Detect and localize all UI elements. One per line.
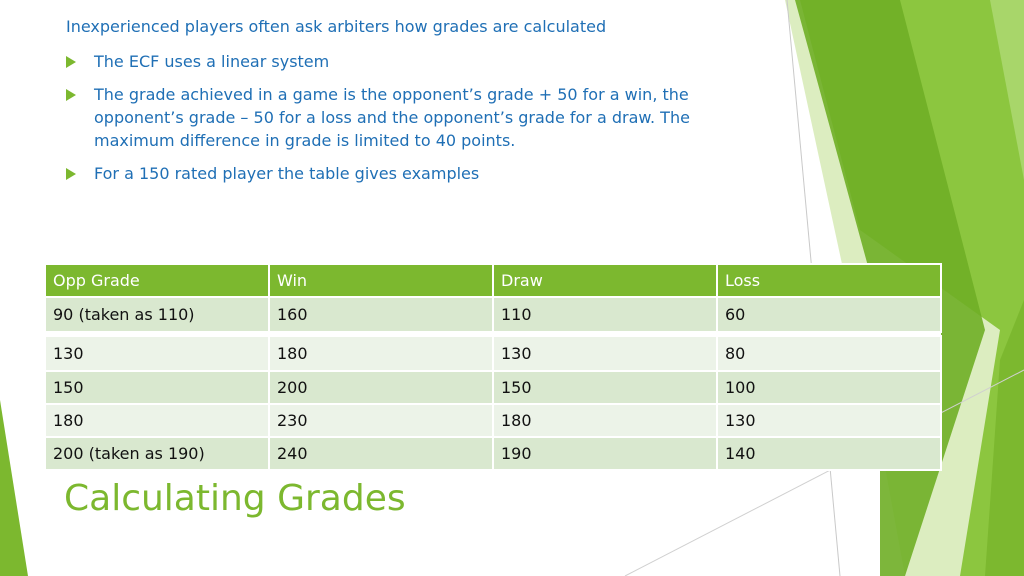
table-row xyxy=(45,336,941,371)
triangle-right-icon xyxy=(66,89,76,101)
bullet-item xyxy=(66,83,756,152)
bullet-text: The ECF uses a linear system xyxy=(94,52,330,71)
bullet-item xyxy=(66,162,756,185)
cell-opp-grade: 90 (taken as 110) xyxy=(45,297,269,332)
cell-loss: 100 xyxy=(717,371,941,404)
cell-opp-grade: 130 xyxy=(45,336,269,371)
cell-loss: 130 xyxy=(717,404,941,437)
triangle-right-icon xyxy=(66,168,76,180)
cell-opp-grade: 150 xyxy=(45,371,269,404)
bullet-item xyxy=(66,50,756,73)
bullet-text: The grade achieved in a game is the opponent’s grade + 50 for a win, the opponent’s grade – 50 for a loss and the opponent’s grade for a draw. The maximum difference in grade is limited to 40 points. xyxy=(94,85,690,150)
bullet-list xyxy=(66,50,756,195)
cell-opp-grade: 200 (taken as 190) xyxy=(45,437,269,470)
cell-draw: 190 xyxy=(493,437,717,470)
table-row xyxy=(45,297,941,332)
cell-loss: 60 xyxy=(717,297,941,332)
cell-win: 180 xyxy=(269,336,493,371)
cell-loss: 140 xyxy=(717,437,941,470)
cell-draw: 110 xyxy=(493,297,717,332)
header-draw: Draw xyxy=(493,264,717,297)
header-loss: Loss xyxy=(717,264,941,297)
table-row xyxy=(45,437,941,470)
cell-loss: 80 xyxy=(717,336,941,371)
header-opp-grade: Opp Grade xyxy=(45,264,269,297)
cell-draw: 180 xyxy=(493,404,717,437)
table-header-row xyxy=(45,264,941,297)
cell-win: 240 xyxy=(269,437,493,470)
bullet-text: For a 150 rated player the table gives examples xyxy=(94,164,480,183)
slide-title: Calculating Grades xyxy=(64,478,406,519)
cell-win: 230 xyxy=(269,404,493,437)
header-win: Win xyxy=(269,264,493,297)
cell-draw: 130 xyxy=(493,336,717,371)
cell-draw: 150 xyxy=(493,371,717,404)
intro-text: Inexperienced players often ask arbiters how grades are calculated xyxy=(66,17,607,36)
grade-table xyxy=(44,263,942,471)
cell-win: 200 xyxy=(269,371,493,404)
triangle-right-icon xyxy=(66,56,76,68)
table-row xyxy=(45,371,941,404)
cell-win: 160 xyxy=(269,297,493,332)
table-row xyxy=(45,404,941,437)
cell-opp-grade: 180 xyxy=(45,404,269,437)
